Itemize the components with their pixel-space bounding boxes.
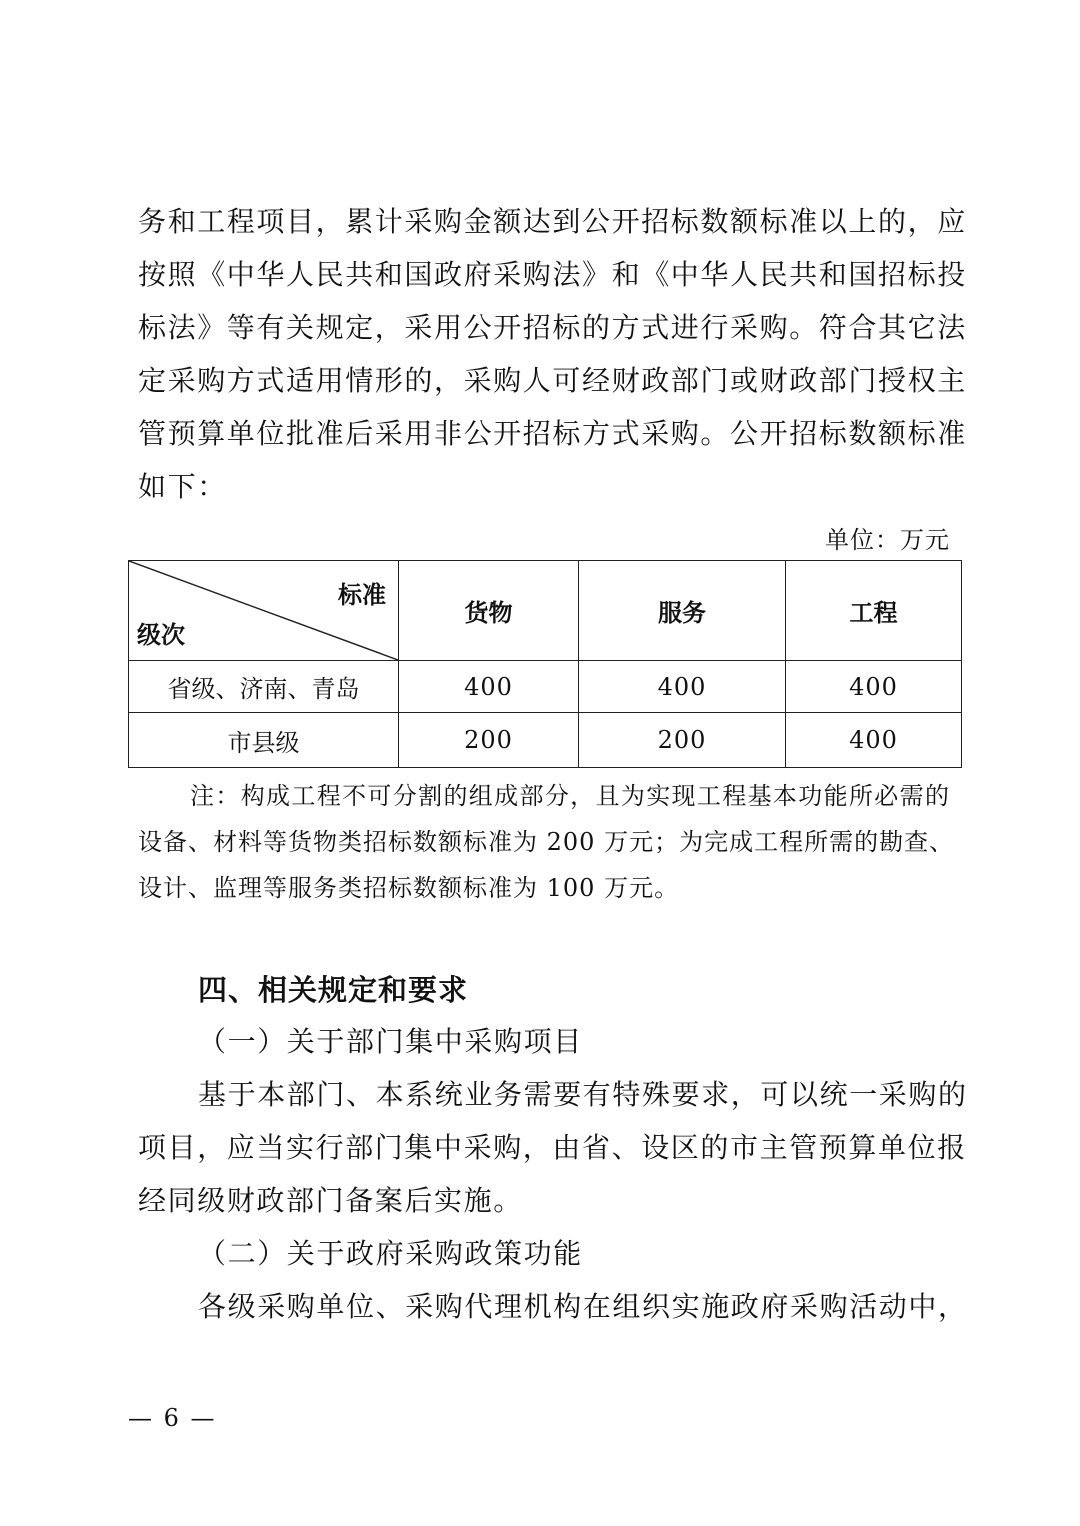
subsection-title: （一）关于部门集中采购项目 (198, 1025, 583, 1058)
value-cell: 200 (579, 713, 786, 768)
value-cell: 400 (579, 661, 786, 713)
page-number: — 6 — (128, 1404, 217, 1432)
body-text-line: 标法》等有关规定，采用公开招标的方式进行采购。符合其它法 (138, 311, 967, 344)
note-line: 注：构成工程不可分割的组成部分，且为实现工程基本功能所必需的 (190, 782, 950, 810)
value-cell: 400 (786, 713, 962, 768)
table-header-row (129, 561, 962, 661)
subsection-title: （二）关于政府采购政策功能 (198, 1237, 583, 1270)
table-row (129, 713, 962, 768)
row-level-cell: 省级、济南、青岛 (129, 661, 399, 713)
body-text-line: 如下： (138, 470, 227, 503)
body-text-line: 各级采购单位、采购代理机构在组织实施政府采购活动中， (198, 1290, 968, 1323)
row-level-cell: 市县级 (129, 713, 399, 768)
column-header: 货物 (399, 561, 579, 661)
unit-label: 单位：万元 (825, 526, 950, 554)
value-cell: 400 (786, 661, 962, 713)
threshold-table (128, 560, 962, 768)
body-text-line: 管预算单位批准后采用非公开招标方式采购。公开招标数额标准 (138, 417, 967, 450)
body-text-line: 基于本部门、本系统业务需要有特殊要求，可以统一采购的 (198, 1078, 968, 1111)
note-line: 设备、材料等货物类招标数额标准为 200 万元；为完成工程所需的勘查、 (138, 828, 955, 856)
body-text-line: 定采购方式适用情形的，采购人可经财政部门或财政部门授权主 (138, 364, 967, 397)
corner-label-standard: 标准 (338, 581, 386, 609)
body-text-line: 项目，应当实行部门集中采购，由省、设区的市主管预算单位报 (138, 1131, 967, 1164)
corner-label-level: 级次 (137, 621, 185, 649)
column-header: 服务 (579, 561, 786, 661)
body-text-line: 按照《中华人民共和国政府采购法》和《中华人民共和国招标投 (138, 258, 967, 291)
body-text-line: 经同级财政部门备案后实施。 (138, 1184, 523, 1217)
body-text-line: 务和工程项目，累计采购金额达到公开招标数额标准以上的，应 (138, 205, 967, 238)
value-cell: 200 (399, 713, 579, 768)
value-cell: 400 (399, 661, 579, 713)
diagonal-header-cell (129, 561, 399, 661)
note-line: 设计、监理等服务类招标数额标准为 100 万元。 (138, 874, 680, 902)
column-header: 工程 (786, 561, 962, 661)
section-heading: 四、相关规定和要求 (198, 973, 469, 1007)
table-row (129, 661, 962, 713)
